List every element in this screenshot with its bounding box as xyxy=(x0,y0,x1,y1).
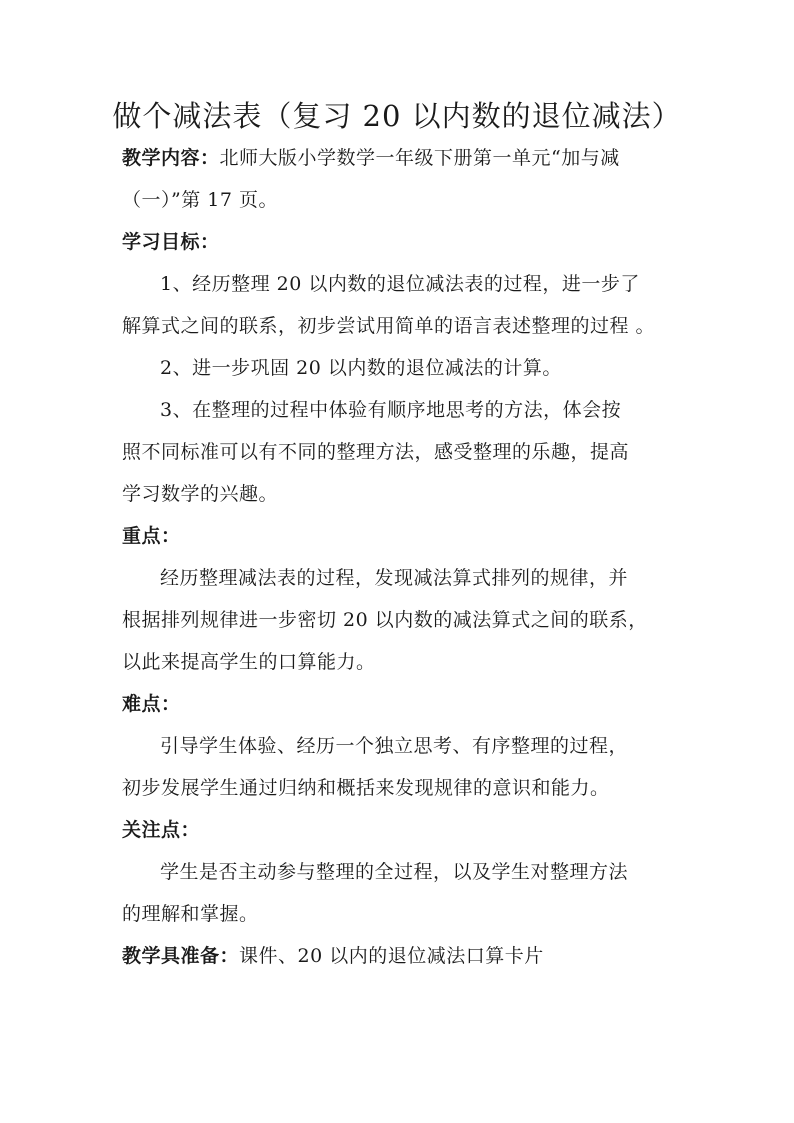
difficult-line-2: 初步发展学生通过归纳和概括来发现规律的意识和能力。 xyxy=(122,777,610,799)
prep-label: 教学具准备： xyxy=(122,945,240,967)
goal-3-line-1: 3、在整理的过程中体验有顺序地思考的方法，体会按 xyxy=(160,399,622,421)
difficult-line-1: 引导学生体验、经历一个独立思考、有序整理的过程， xyxy=(160,735,629,757)
goal-3-line-3: 学习数学的兴趣。 xyxy=(122,483,279,505)
difficult-heading: 难点： xyxy=(122,693,181,715)
goal-1-line-2: 解算式之间的联系，初步尝试用简单的语言表述整理的过程 。 xyxy=(122,315,656,337)
prep-text: 课件、20 以内的退位减法口算卡片 xyxy=(239,945,544,967)
focus-line-1: 学生是否主动参与整理的全过程，以及学生对整理方法 xyxy=(160,861,629,883)
key-line-1: 经历整理减法表的过程，发现减法算式排列的规律，并 xyxy=(160,567,629,589)
content-line-2: （一）”第 17 页。 xyxy=(122,189,278,211)
focus-line-2: 的理解和掌握。 xyxy=(122,903,259,925)
goal-2: 2、进一步巩固 20 以内数的退位减法的计算。 xyxy=(160,357,562,379)
prep-line xyxy=(122,942,682,970)
document-title: 做个减法表（复习 20 以内数的退位减法） xyxy=(112,99,682,133)
key-line-2: 根据排列规律进一步密切 20 以内数的减法算式之间的联系， xyxy=(122,609,648,631)
focus-heading: 关注点： xyxy=(122,819,201,841)
key-heading: 重点： xyxy=(122,525,181,547)
content-text-1: 北师大版小学数学一年级下册第一单元“加与减 xyxy=(219,147,620,169)
key-line-3: 以此来提高学生的口算能力。 xyxy=(122,651,376,673)
goals-heading: 学习目标： xyxy=(122,231,220,253)
content-line-1 xyxy=(122,144,682,172)
goal-1-line-1: 1、经历整理 20 以内数的退位减法表的过程，进一步了 xyxy=(160,273,640,295)
content-label: 教学内容： xyxy=(122,147,220,169)
goal-3-line-2: 照不同标准可以有不同的整理方法，感受整理的乐趣，提高 xyxy=(122,441,630,463)
